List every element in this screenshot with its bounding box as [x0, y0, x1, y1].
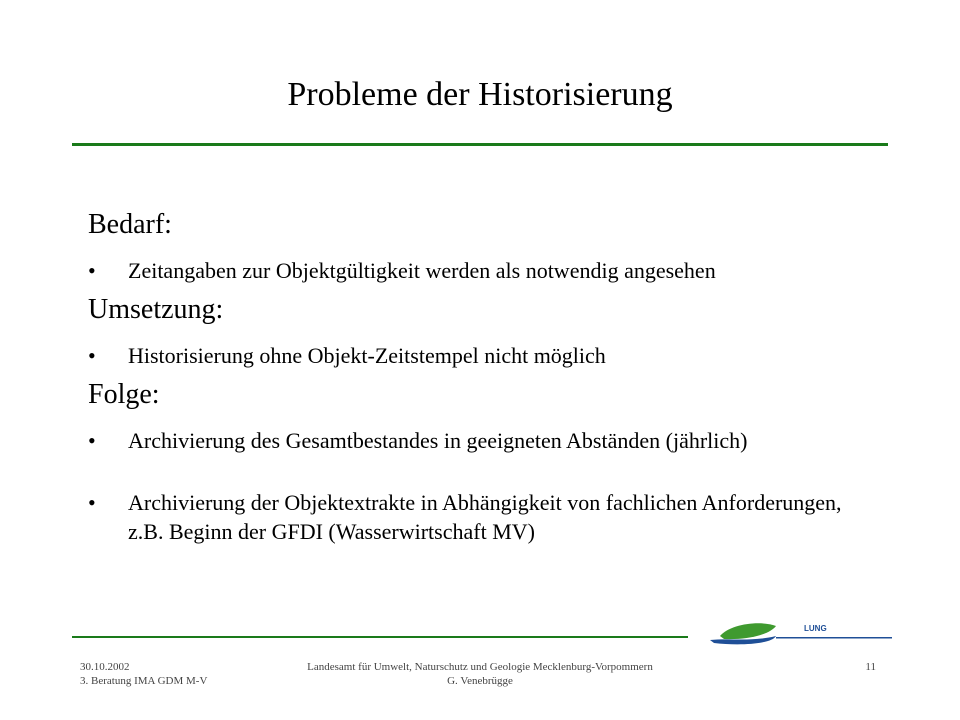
bullet-icon: • [88, 258, 96, 283]
bullet-text: Archivierung der Objektextrakte in Abhängigkeit von fachlichen Anforderungen, z.B. Beginn der GFDI (Wasserwirtschaft MV) [128, 490, 842, 544]
footer-left [80, 660, 207, 688]
bullet-item [88, 426, 828, 455]
footer-divider [72, 636, 688, 638]
logo-green-leaf [720, 623, 776, 639]
footer-date: 30.10.2002 [80, 661, 130, 673]
lung-logo [700, 618, 892, 646]
footer-meeting: 3. Beratung IMA GDM M-V [80, 675, 208, 687]
heading-bedarf: Bedarf: [88, 209, 172, 240]
page-number: 11 [865, 661, 876, 673]
bullet-text: Archivierung des Gesamtbestandes in geeigneten Abständen (jährlich) [128, 428, 748, 453]
bullet-icon: • [88, 490, 96, 515]
footer-institution: Landesamt für Umwelt, Naturschutz und Geologie Mecklenburg-Vorpommern [307, 661, 653, 673]
bullet-item [88, 256, 716, 285]
bullet-icon: • [88, 428, 96, 453]
logo-line [776, 637, 892, 639]
slide-title: Probleme der Historisierung [287, 76, 673, 113]
heading-umsetzung: Umsetzung: [88, 294, 224, 325]
logo-text: LUNG [804, 624, 827, 633]
bullet-icon: • [88, 343, 96, 368]
footer-author: G. Venebrügge [447, 675, 513, 687]
heading-folge: Folge: [88, 379, 160, 410]
footer-center [280, 660, 680, 688]
bullet-text: Zeitangaben zur Objektgültigkeit werden als notwendig angesehen [128, 258, 716, 283]
bullet-item [88, 341, 606, 370]
title-divider [72, 143, 888, 146]
bullet-text: Historisierung ohne Objekt-Zeitstempel nicht möglich [128, 343, 606, 368]
bullet-item [88, 488, 848, 546]
